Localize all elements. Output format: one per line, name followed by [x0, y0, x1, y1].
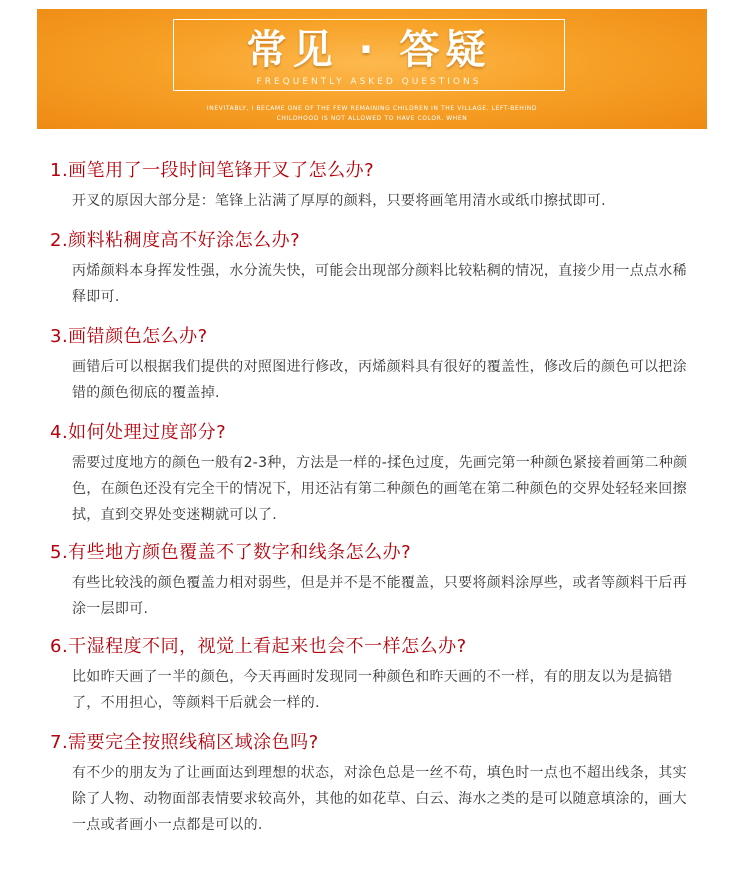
faq-answer: 丙烯颜料本身挥发性强，水分流失快，可能会出现部分颜料比较粘稠的情况，直接少用一点点水稀释即可.: [72, 263, 687, 305]
faq-item-5: [50, 542, 710, 622]
faq-question: 5.有些地方颜色覆盖不了数字和线条怎么办?: [50, 542, 412, 563]
faq-answer: 有不少的朋友为了让画面达到理想的状态，对涂色总是一丝不苟，填色时一点也不超出线条，其实除了人物、动物面部表情要求较高外，其他的如花草、白云、海水之类的是可以随意填涂的，画大一点或者画小一点都是可以的.: [72, 765, 687, 833]
banner-title: 常见 · 答疑: [246, 27, 492, 73]
banner-tagline: [97, 104, 647, 124]
faq-question: 4.如何处理过度部分?: [50, 422, 227, 443]
faq-question: 3.画错颜色怎么办?: [50, 326, 208, 347]
banner-subtitle: FREQUENTLY ASKED QUESTIONS: [256, 77, 482, 87]
banner-tagline-line-2: CHILDHOOD IS NOT ALLOWED TO HAVE COLOR. WHEN: [276, 115, 468, 122]
faq-item-4: [50, 422, 710, 528]
faq-item-6: [50, 636, 710, 716]
faq-item-1: [50, 160, 710, 214]
faq-answer: 有些比较浅的颜色覆盖力相对弱些，但是并不是不能覆盖，只要将颜料涂厚些，或者等颜料干后再涂一层即可.: [72, 575, 687, 617]
faq-banner: [37, 9, 707, 129]
faq-item-3: [50, 326, 710, 406]
faq-question: 1.画笔用了一段时间笔锋开叉了怎么办?: [50, 160, 375, 181]
faq-answer: 比如昨天画了一半的颜色，今天再画时发现同一种颜色和昨天画的不一样，有的朋友以为是搞错了，不用担心，等颜料干后就会一样的.: [72, 669, 673, 711]
faq-question: 7.需要完全按照线稿区域涂色吗?: [50, 732, 319, 753]
faq-answer: 开叉的原因大部分是：笔锋上沾满了厚厚的颜料，只要将画笔用清水或纸巾擦拭即可.: [72, 193, 606, 209]
faq-item-2: [50, 230, 710, 310]
faq-answer: 画错后可以根据我们提供的对照图进行修改，丙烯颜料具有很好的覆盖性，修改后的颜色可以把涂错的颜色彻底的覆盖掉.: [72, 359, 687, 401]
faq-answer: 需要过度地方的颜色一般有2-3种，方法是一样的-揉色过度，先画完第一种颜色紧接着画第二种颜色，在颜色还没有完全干的情况下，用还沾有第二种颜色的画笔在第二种颜色的交界处轻轻来回擦拭，直到交界处变迷糊就可以了.: [72, 455, 688, 523]
banner-frame: [173, 19, 565, 91]
faq-question: 2.颜料粘稠度高不好涂怎么办?: [50, 230, 301, 251]
banner-tagline-line-1: INEVITABLY, I BECAME ONE OF THE FEW REMAINING CHILDREN IN THE VILLAGE. LEFT-BEHIND: [206, 105, 538, 112]
faq-item-7: [50, 732, 710, 838]
faq-question: 6.干湿程度不同，视觉上看起来也会不一样怎么办?: [50, 636, 467, 657]
